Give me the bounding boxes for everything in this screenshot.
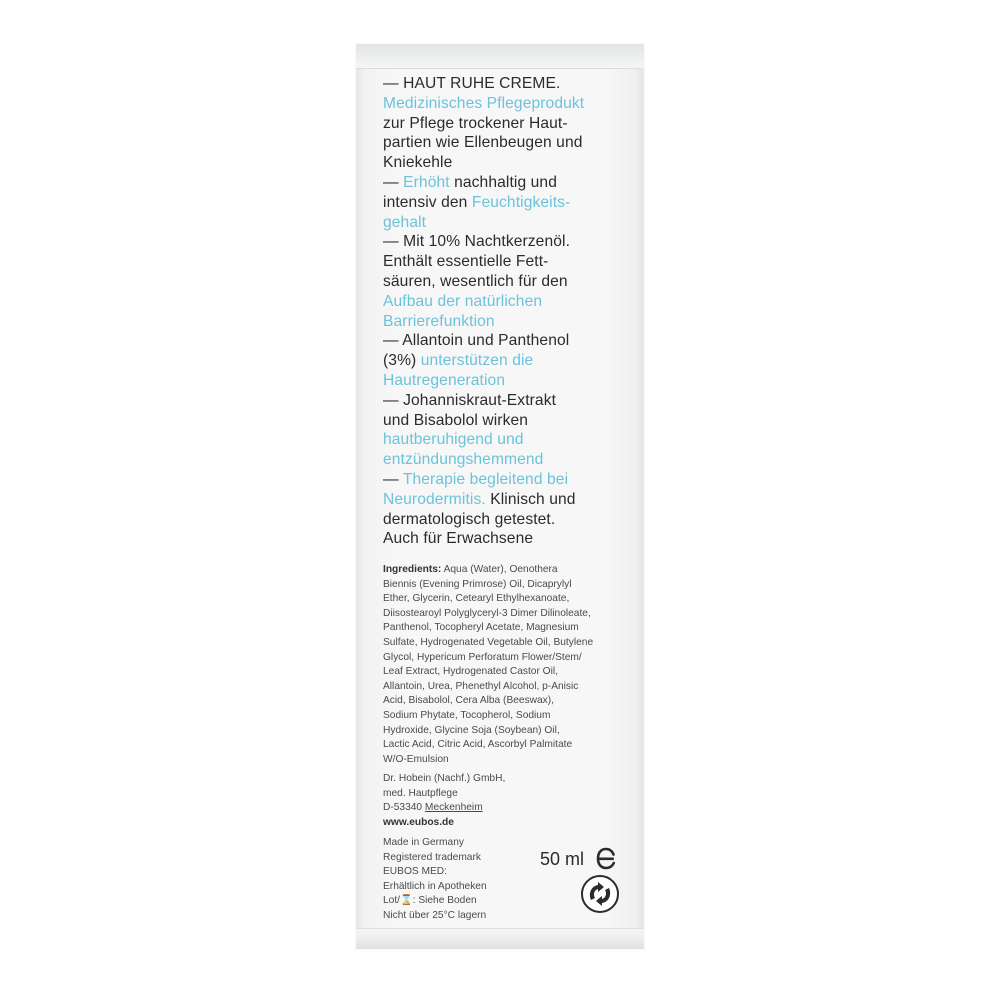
highlight-text: unterstützen die: [420, 352, 534, 370]
brand-line: EUBOS MED:: [383, 866, 447, 878]
description-line: [383, 391, 633, 411]
ingredients-line: Acid, Bisabolol, Cera Alba (Beeswax),: [383, 695, 555, 707]
company-city-line: [383, 801, 633, 816]
product-description: [383, 74, 633, 549]
ingredients-line: Lactic Acid, Citric Acid, Ascorbyl Palmitate: [383, 739, 573, 751]
body-text: Kniekehle: [383, 154, 453, 172]
description-line: [383, 450, 633, 470]
highlight-text: Hautregeneration: [383, 371, 506, 389]
description-line: [383, 114, 633, 134]
body-text: (3%): [383, 352, 421, 370]
description-line: [383, 252, 633, 272]
green-dot-recycle-icon: [580, 874, 620, 914]
description-line: [383, 193, 633, 213]
description-line: [383, 331, 633, 351]
availability-line: Erhältlich in Apotheken: [383, 880, 487, 892]
description-line: [383, 153, 633, 173]
description-line: [383, 411, 633, 431]
body-text: — HAUT RUHE CREME.: [383, 75, 561, 92]
description-line: [383, 312, 633, 332]
description-line: [383, 510, 633, 530]
body-text: säuren, wesentlich für den: [383, 272, 568, 290]
highlight-text: gehalt: [383, 213, 427, 231]
description-line: [383, 94, 633, 114]
highlight-text: Barrierefunktion: [383, 312, 495, 330]
description-line: [383, 371, 633, 391]
body-text: — Mit 10% Nachtkerzenöl.: [383, 233, 570, 251]
estimated-sign-icon: [595, 846, 617, 872]
ingredients-block: [383, 563, 633, 767]
description-line: [383, 74, 633, 94]
box-side-edge: [640, 68, 644, 929]
body-text: partien wie Ellenbeugen und: [383, 134, 583, 152]
description-line: [383, 213, 633, 233]
ingredients-line: Sulfate, Hydrogenated Vegetable Oil, Butylene: [383, 636, 594, 648]
description-line: [383, 292, 633, 312]
description-line: [383, 470, 633, 490]
body-text: — Allantoin und Panthenol: [383, 332, 570, 350]
highlight-text: Therapie begleitend bei: [402, 470, 569, 488]
description-line: [383, 272, 633, 292]
ingredients-line: W/O-Emulsion: [383, 753, 449, 765]
box-bottom-flap: [356, 928, 644, 949]
company-department: med. Hautpflege: [383, 787, 458, 799]
made-in-line: Made in Germany: [383, 837, 464, 848]
description-line: [383, 490, 633, 510]
highlight-text: Aufbau der natürlichen: [383, 292, 543, 310]
body-text: Auch für Erwachsene: [383, 530, 534, 548]
highlight-text: entzündungshemmend: [383, 451, 544, 469]
highlight-text: Feuchtigkeits-: [471, 193, 571, 211]
body-text: — Johanniskraut-Extrakt: [383, 391, 557, 409]
body-text: —: [383, 470, 403, 488]
company-address: [383, 772, 633, 830]
description-line: [383, 351, 633, 371]
body-text: Klinisch und: [485, 490, 576, 508]
ingredients-line: Leaf Extract, Hydrogenated Castor Oil,: [383, 666, 558, 678]
company-name: Dr. Hobein (Nachf.) GmbH,: [383, 773, 506, 784]
trademark-line: Registered trademark: [383, 851, 481, 863]
highlight-text: Neurodermitis.: [383, 490, 486, 508]
description-line: [383, 430, 633, 450]
ingredients-label: Ingredients:: [383, 564, 442, 575]
description-line: [383, 173, 633, 193]
description-line: [383, 133, 633, 153]
box-top-flap: [356, 44, 644, 69]
ingredients-line: Sodium Phytate, Tocopherol, Sodium: [383, 709, 551, 721]
body-text: —: [383, 173, 404, 191]
ingredients-first-line: [383, 563, 633, 578]
description-line: [383, 232, 633, 252]
lot-line: Lot/⌛: Siehe Boden: [383, 895, 477, 907]
storage-line: Nicht über 25°C lagern: [383, 909, 487, 921]
ingredients-line: Aqua (Water), Oenothera: [441, 564, 558, 575]
volume-label: 50 ml: [540, 849, 585, 869]
highlight-text: Medizinisches Pflegeprodukt: [383, 94, 585, 112]
ingredients-line: Hydroxide, Glycine Soja (Soybean) Oil,: [383, 724, 560, 736]
ingredients-line: Diisostearoyl Polyglyceryl-3 Dimer Dilinoleate,: [383, 607, 591, 619]
ingredients-line: Panthenol, Tocopheryl Acetate, Magnesium: [383, 622, 579, 634]
legal-info: [383, 836, 543, 924]
body-text: dermatologisch getestet.: [383, 510, 556, 528]
body-text: Enthält essentielle Fett-: [383, 253, 549, 271]
body-text: zur Pflege trockener Haut-: [383, 114, 568, 132]
ingredients-line: Biennis (Evening Primrose) Oil, Dicaprylyl: [383, 578, 572, 590]
website-link[interactable]: www.eubos.de: [383, 816, 454, 828]
highlight-text: Erhöht: [403, 173, 450, 191]
description-line: [383, 529, 633, 549]
body-text: nachhaltig und: [449, 173, 557, 191]
company-city: Meckenheim: [424, 802, 483, 814]
postal-code: D-53340: [383, 802, 425, 814]
ingredients-line: Glycol, Hypericum Perforatum Flower/Stem/: [383, 651, 582, 663]
highlight-text: hautberuhigend und: [383, 431, 524, 449]
body-text: und Bisabolol wirken: [383, 411, 529, 429]
ingredients-line: Allantoin, Urea, Phenethyl Alcohol, p-Anisic: [383, 680, 579, 692]
ingredients-line: Ether, Glycerin, Cetearyl Ethylhexanoate,: [383, 593, 570, 605]
body-text: intensiv den: [383, 193, 472, 211]
